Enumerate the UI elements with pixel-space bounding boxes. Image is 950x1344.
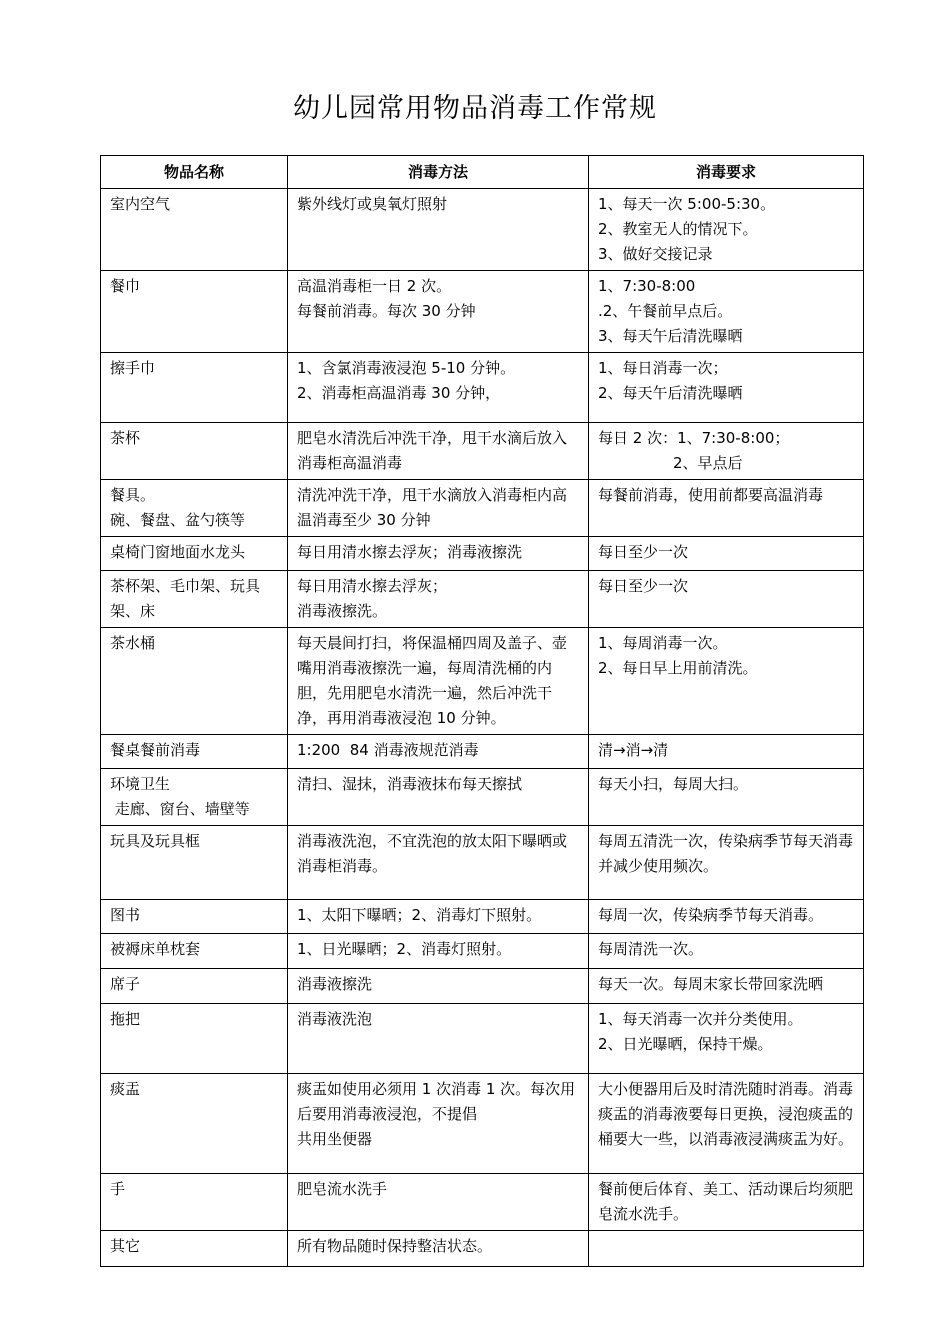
item-name-cell <box>101 423 288 480</box>
item-name-cell <box>101 900 288 934</box>
cell-text: 清扫、湿抹，消毒液抹布每天擦拭 <box>297 775 523 793</box>
cell-text: 其它 <box>110 1237 141 1255</box>
item-name-cell <box>101 353 288 423</box>
cell-text: 茶杯架、毛巾架、玩具架、床 <box>110 577 261 620</box>
item-name-cell <box>101 969 288 1004</box>
cell-text: 每天小扫，每周大扫。 <box>598 775 749 793</box>
table-row <box>101 189 864 271</box>
requirement-cell <box>589 353 864 423</box>
table-row <box>101 628 864 735</box>
cell-text: 拖把 <box>110 1010 141 1028</box>
item-name-cell <box>101 628 288 735</box>
method-cell <box>288 1174 589 1231</box>
requirement-cell <box>589 271 864 353</box>
table-body <box>101 189 864 1267</box>
requirement-cell <box>589 1074 864 1174</box>
requirement-cell <box>589 735 864 769</box>
cell-text: 痰盂如使用必须用 1 次消毒 1 次。每次用后要用消毒液浸泡，不提倡 <box>297 1080 576 1123</box>
header-item-name: 物品名称 <box>101 156 288 189</box>
requirement-cell <box>589 423 864 480</box>
cell-text: 消毒液洗泡，不宜洗泡的放太阳下曝晒或消毒柜消毒。 <box>297 832 568 875</box>
item-name-cell <box>101 537 288 571</box>
header-requirement: 消毒要求 <box>589 156 864 189</box>
item-name-cell <box>101 189 288 271</box>
table-row <box>101 826 864 900</box>
cell-text: 席子 <box>110 975 141 993</box>
method-cell <box>288 353 589 423</box>
cell-text: 每周清洗一次。 <box>598 940 704 958</box>
table-row <box>101 1074 864 1174</box>
table-row <box>101 1231 864 1267</box>
method-cell <box>288 189 589 271</box>
item-name-cell <box>101 480 288 537</box>
requirement-cell <box>589 480 864 537</box>
method-cell <box>288 537 589 571</box>
cell-text: 2、早点后 <box>598 454 743 472</box>
cell-text: 清洗冲洗干净，甩干水滴放入消毒柜内高温消毒至少 30 分钟 <box>297 486 568 529</box>
table-row <box>101 571 864 628</box>
table-row <box>101 480 864 537</box>
page-title: 幼儿园常用物品消毒工作常规 <box>293 93 657 124</box>
item-name-cell <box>101 1174 288 1231</box>
cell-text: 2、每日早上用前清洗。 <box>598 659 758 677</box>
item-name-cell <box>101 1004 288 1074</box>
table-row <box>101 537 864 571</box>
method-cell <box>288 1004 589 1074</box>
method-cell <box>288 628 589 735</box>
method-cell <box>288 480 589 537</box>
table-row <box>101 969 864 1004</box>
cell-text: 走廊、窗台、墙壁等 <box>110 800 250 818</box>
cell-text: 环境卫生 <box>110 775 171 793</box>
table-header-row <box>101 156 864 189</box>
item-name-cell <box>101 1231 288 1267</box>
cell-text: 紫外线灯或臭氧灯照射 <box>297 195 448 213</box>
cell-text: 茶杯 <box>110 429 141 447</box>
item-name-cell <box>101 769 288 826</box>
cell-text: 所有物品随时保持整洁状态。 <box>297 1237 493 1255</box>
cell-text: 每日至少一次 <box>598 577 689 595</box>
cell-text: 高温消毒柜一日 2 次。 <box>297 277 452 295</box>
method-cell <box>288 735 589 769</box>
cell-text: 每天一次。每周末家长带回家洗晒 <box>598 975 824 993</box>
cell-text: 3、每天午后清洗曝晒 <box>598 327 743 345</box>
cell-text: 图书 <box>110 906 141 924</box>
cell-text: 1、太阳下曝晒；2、消毒灯下照射。 <box>297 906 542 924</box>
cell-text: 1、每天消毒一次并分类使用。 <box>598 1010 803 1028</box>
cell-text: 大小便器用后及时清洗随时消毒。消毒痰盂的消毒液要每日更换，浸泡痰盂的桶要大一些，以消毒液浸满痰盂为好。 <box>598 1080 854 1148</box>
requirement-cell <box>589 628 864 735</box>
cell-text: 碗、餐盘、盆勺筷等 <box>110 511 246 529</box>
cell-text: 桌椅门窗地面水龙头 <box>110 543 246 561</box>
table-row <box>101 934 864 969</box>
requirement-cell <box>589 1231 864 1267</box>
disinfection-table <box>100 155 864 1267</box>
cell-text: 1、含氯消毒液浸泡 5-10 分钟。 <box>297 359 516 377</box>
table-row <box>101 1004 864 1074</box>
cell-text: 1、每日消毒一次； <box>598 359 728 377</box>
cell-text: 1、日光曝晒；2、消毒灯照射。 <box>297 940 512 958</box>
cell-text: .2、午餐前早点后。 <box>598 302 733 320</box>
cell-text: 消毒液擦洗。 <box>297 602 388 620</box>
method-cell <box>288 571 589 628</box>
method-cell <box>288 1074 589 1174</box>
header-method: 消毒方法 <box>288 156 589 189</box>
requirement-cell <box>589 769 864 826</box>
cell-text: 餐具。 <box>110 486 156 504</box>
cell-text: 共用坐便器 <box>297 1130 373 1148</box>
table-row <box>101 735 864 769</box>
method-cell <box>288 934 589 969</box>
table-row <box>101 1174 864 1231</box>
requirement-cell <box>589 1004 864 1074</box>
requirement-cell <box>589 969 864 1004</box>
cell-text: 消毒液洗泡 <box>297 1010 373 1028</box>
cell-text: 每周五清洗一次，传染病季节每天消毒并减少使用频次。 <box>598 832 854 875</box>
cell-text: 1、每周消毒一次。 <box>598 634 728 652</box>
cell-text: 擦手巾 <box>110 359 156 377</box>
table-row <box>101 900 864 934</box>
cell-text: 肥皂流水洗手 <box>297 1180 388 1198</box>
cell-text: 餐桌餐前消毒 <box>110 741 201 759</box>
table-row <box>101 271 864 353</box>
cell-text: 痰盂 <box>110 1080 141 1098</box>
cell-text: 餐巾 <box>110 277 141 295</box>
cell-text: 手 <box>110 1180 126 1198</box>
table-row <box>101 769 864 826</box>
cell-text: 被褥床单枕套 <box>110 940 201 958</box>
requirement-cell <box>589 1174 864 1231</box>
cell-text: 1、7:30-8:00 <box>598 277 696 295</box>
item-name-cell <box>101 271 288 353</box>
cell-text: 2、教室无人的情况下。 <box>598 220 758 238</box>
cell-text: 每日用清水擦去浮灰； <box>297 577 448 595</box>
cell-text: 3、做好交接记录 <box>598 245 713 263</box>
method-cell <box>288 969 589 1004</box>
method-cell <box>288 900 589 934</box>
cell-text: 茶水桶 <box>110 634 156 652</box>
cell-text: 2、每天午后清洗曝晒 <box>598 384 743 402</box>
cell-text: 1:200 84 消毒液规范消毒 <box>297 741 479 759</box>
cell-text: 每餐前消毒。每次 30 分钟 <box>297 302 476 320</box>
method-cell <box>288 1231 589 1267</box>
method-cell <box>288 826 589 900</box>
method-cell <box>288 271 589 353</box>
cell-text: 2、日光曝晒，保持干燥。 <box>598 1035 773 1053</box>
requirement-cell <box>589 537 864 571</box>
method-cell <box>288 769 589 826</box>
cell-text: 室内空气 <box>110 195 171 213</box>
cell-text: 每天晨间打扫，将保温桶四周及盖子、壶嘴用消毒液擦洗一遍，每周清洗桶的内胆，先用肥皂水清洗一遍，然后冲洗干净，再用消毒液浸泡 10 分钟。 <box>297 634 568 727</box>
requirement-cell <box>589 189 864 271</box>
cell-text: 消毒液擦洗 <box>297 975 373 993</box>
cell-text: 每日用清水擦去浮灰；消毒液擦洗 <box>297 543 523 561</box>
requirement-cell <box>589 826 864 900</box>
cell-text: 肥皂水清洗后冲洗干净，甩干水滴后放入消毒柜高温消毒 <box>297 429 568 472</box>
cell-text: 每日至少一次 <box>598 543 689 561</box>
cell-text: 餐前便后体育、美工、活动课后均须肥皂流水洗手。 <box>598 1180 854 1223</box>
cell-text: 2、消毒柜高温消毒 30 分钟， <box>297 384 501 402</box>
item-name-cell <box>101 571 288 628</box>
item-name-cell <box>101 826 288 900</box>
requirement-cell <box>589 571 864 628</box>
requirement-cell <box>589 934 864 969</box>
cell-text: 清→消→清 <box>598 741 669 759</box>
table-row <box>101 423 864 480</box>
cell-text: 每周一次，传染病季节每天消毒。 <box>598 906 824 924</box>
item-name-cell <box>101 735 288 769</box>
table-row <box>101 353 864 423</box>
item-name-cell <box>101 934 288 969</box>
cell-text: 每餐前消毒，使用前都要高温消毒 <box>598 486 824 504</box>
item-name-cell <box>101 1074 288 1174</box>
method-cell <box>288 423 589 480</box>
cell-text: 1、每天一次 5:00-5:30。 <box>598 195 776 213</box>
cell-text: 玩具及玩具框 <box>110 832 201 850</box>
cell-text: 每日 2 次：1、7:30-8:00； <box>598 429 790 447</box>
requirement-cell <box>589 900 864 934</box>
